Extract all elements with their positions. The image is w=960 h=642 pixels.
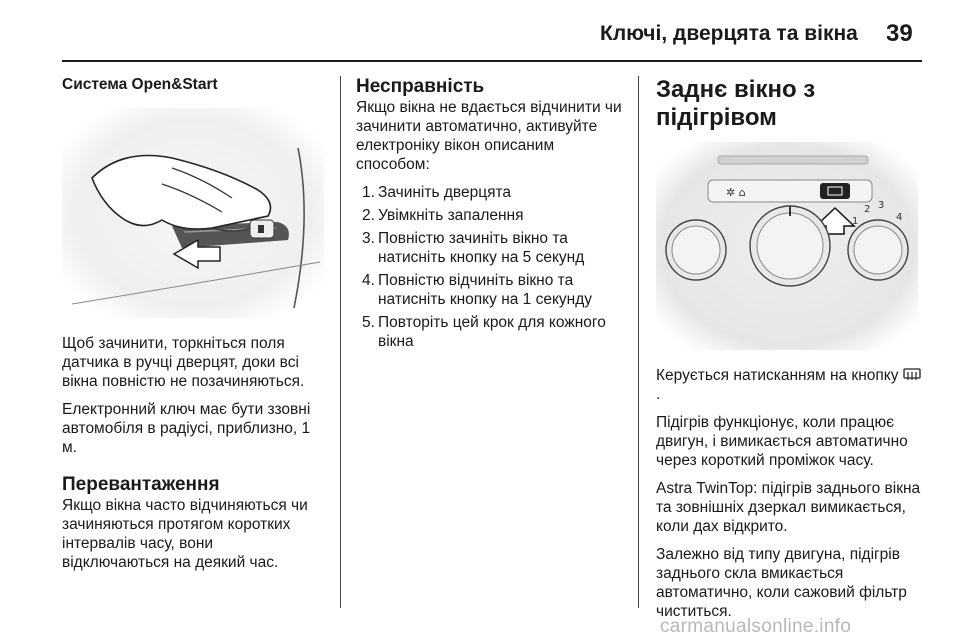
list-item bbox=[356, 183, 626, 202]
paragraph-text: Керується натисканням на кнопку bbox=[656, 367, 899, 384]
paragraph: Якщо вікна не вдається відчинити чи зачинити автоматично, активуйте електроніку вікон описаним способом: bbox=[356, 99, 622, 173]
paragraph: Якщо вікна часто відчиняються чи зачиняються протягом коротких інтервалів часу, вони відключаються на деякий час. bbox=[62, 497, 308, 571]
steps-list bbox=[356, 183, 626, 351]
list-text: Повторіть цей крок для кожного вікна bbox=[378, 314, 606, 350]
header-divider bbox=[62, 60, 922, 62]
list-text: Зачиніть дверцята bbox=[378, 184, 512, 201]
list-number: 2. bbox=[362, 207, 375, 224]
column-middle bbox=[356, 76, 626, 355]
paragraph: Підігрів функціонує, коли працює двигун, і вимикається автоматично через короткий проміжок часу. bbox=[656, 414, 908, 469]
list-text: Повністю відчиніть вікно та натисніть кнопку на 1 секунду bbox=[378, 272, 593, 308]
list-item bbox=[356, 206, 626, 225]
rear-window-heater-icon bbox=[903, 368, 921, 382]
list-item bbox=[356, 271, 626, 309]
section-heading: Заднє вікно з підігрівом bbox=[656, 76, 816, 131]
list-number: 1. bbox=[362, 184, 375, 201]
watermark: carmanualsonline.info bbox=[660, 616, 852, 637]
list-number: 5. bbox=[362, 314, 375, 331]
page-header-title: Ключі, дверцята та вікна bbox=[600, 22, 858, 45]
section-heading: Несправність bbox=[356, 76, 485, 97]
section-heading: Перевантаження bbox=[62, 474, 220, 495]
dial-number: 4 bbox=[896, 212, 903, 223]
dial-number: 3 bbox=[878, 200, 885, 211]
section-subheading: Система Open&Start bbox=[62, 76, 218, 93]
paragraph: Astra TwinTop: підігрів заднього вікна та зовнішніх дзеркал вимикається, коли дах відкрито. bbox=[656, 480, 921, 535]
list-item bbox=[356, 313, 626, 351]
svg-text:✲ ⌂: ✲ ⌂ bbox=[726, 186, 746, 199]
car-door-handle-illustration bbox=[62, 108, 324, 318]
column-right bbox=[656, 76, 922, 630]
paragraph-text: . bbox=[656, 386, 661, 403]
paragraph: Залежно від типу двигуна, підігрів заднього скла вмикається автоматично, коли сажовий фільтр чиститься. bbox=[656, 546, 907, 620]
column-divider bbox=[340, 76, 341, 608]
paragraph bbox=[656, 366, 922, 404]
page-number: 39 bbox=[886, 20, 913, 47]
list-number: 4. bbox=[362, 272, 375, 289]
paragraph: Електронний ключ має бути ззовні автомобіля в радіусі, приблизно, 1 м. bbox=[62, 401, 311, 456]
climate-control-panel-illustration bbox=[656, 142, 918, 350]
list-text: Увімкніть запалення bbox=[378, 207, 524, 224]
list-number: 3. bbox=[362, 230, 375, 247]
dial-number: 1 bbox=[852, 216, 859, 227]
list-item bbox=[356, 229, 626, 267]
list-text: Повністю зачиніть вікно та натисніть кнопку на 5 секунд bbox=[378, 230, 585, 266]
column-divider bbox=[638, 76, 639, 608]
dial-number: 2 bbox=[864, 204, 871, 215]
paragraph: Щоб зачинити, торкніться поля датчика в ручці дверцят, доки всі вікна повністю не позачиняються. bbox=[62, 335, 305, 390]
column-left bbox=[62, 76, 324, 581]
